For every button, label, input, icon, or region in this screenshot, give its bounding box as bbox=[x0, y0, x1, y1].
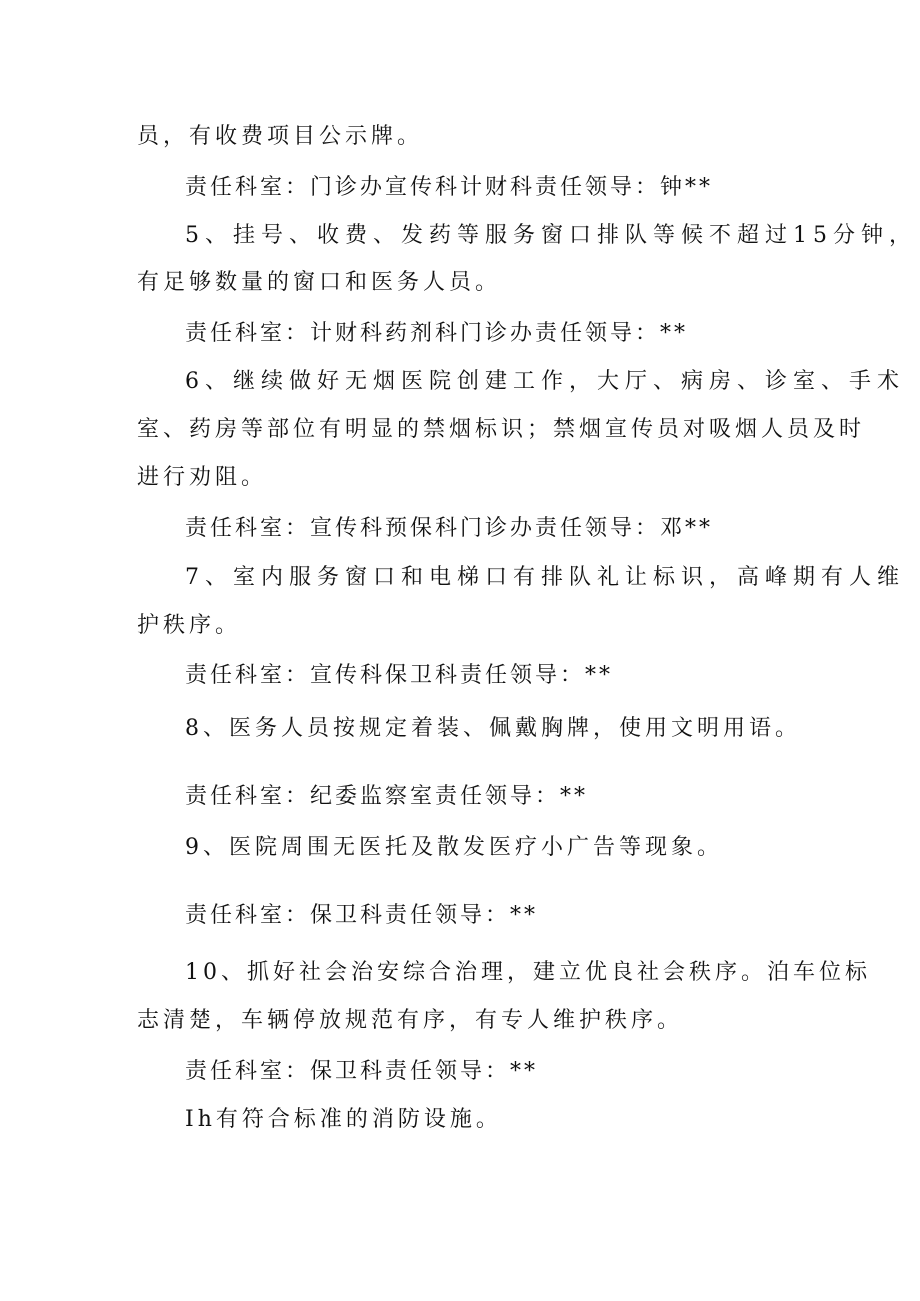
paragraph-line: 9、医院周围无医托及散发医疗小广告等现象。 bbox=[185, 835, 723, 860]
paragraph-line: 6、继续做好无烟医院创建工作，大厅、病房、诊室、手术 bbox=[185, 369, 905, 394]
responsibility-line: 责任科室：宣传科保卫科责任领导：** bbox=[185, 663, 614, 688]
responsibility-line: 责任科室：门诊办宣传科计财科责任领导：钟** bbox=[185, 175, 714, 200]
paragraph-line: Ih有符合标准的消防设施。 bbox=[185, 1107, 502, 1132]
paragraph-line: 志清楚，车辆停放规范有序，有专人维护秩序。 bbox=[137, 1008, 684, 1033]
responsibility-line: 责任科室：宣传科预保科门诊办责任领导：邓** bbox=[185, 516, 714, 541]
paragraph-line: 8、医务人员按规定着装、佩戴胸牌，使用文明用语。 bbox=[185, 716, 801, 741]
paragraph-line: 进行劝阻。 bbox=[137, 465, 268, 490]
paragraph-line: 有足够数量的窗口和医务人员。 bbox=[137, 270, 502, 295]
responsibility-line: 责任科室：纪委监察室责任领导：** bbox=[185, 784, 589, 809]
paragraph-line: 护秩序。 bbox=[137, 613, 242, 638]
paragraph-line: 5、挂号、收费、发药等服务窗口排队等候不超过15分钟， bbox=[185, 223, 917, 248]
paragraph-line: 10、抓好社会治安综合治理，建立优良社会秩序。泊车位标 bbox=[185, 960, 871, 985]
paragraph-line: 员，有收费项目公示牌。 bbox=[137, 124, 424, 149]
responsibility-line: 责任科室：保卫科责任领导：** bbox=[185, 1059, 539, 1084]
paragraph-line: 室、药房等部位有明显的禁烟标识；禁烟宣传员对吸烟人员及时 bbox=[137, 417, 866, 442]
responsibility-line: 责任科室：保卫科责任领导：** bbox=[185, 903, 539, 928]
paragraph-line: 7、室内服务窗口和电梯口有排队礼让标识，高峰期有人维 bbox=[185, 565, 905, 590]
responsibility-line: 责任科室：计财科药剂科门诊办责任领导：** bbox=[185, 321, 689, 346]
